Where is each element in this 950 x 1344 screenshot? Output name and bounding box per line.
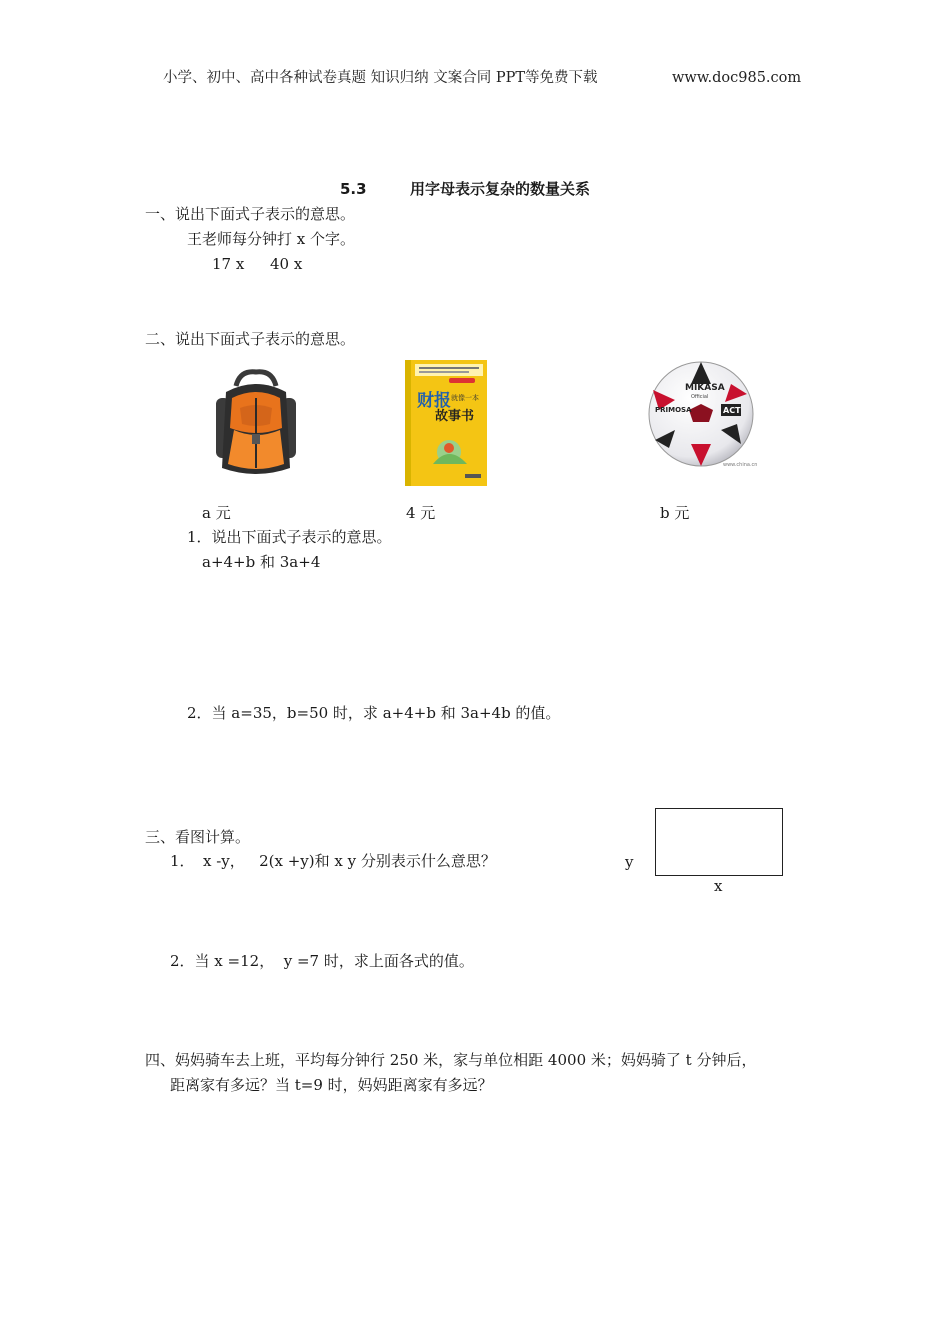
backpack-image — [210, 368, 302, 480]
ball-brand: MIKASA — [685, 383, 725, 393]
site-header-text: 小学、初中、高中各种试卷真题 知识归纳 文案合同 PPT等免费下载 — [163, 70, 598, 86]
soccer-ball-image — [645, 360, 757, 470]
book-title-sub: 就像一本 — [451, 394, 479, 402]
section-2-question-1-expr: a+4+b 和 3a+4 — [202, 553, 321, 571]
section-4-line-2: 距离家有多远？当 t=9 时，妈妈距离家有多远？ — [170, 1076, 493, 1094]
rectangle-label-x: x — [714, 877, 723, 895]
section-2-heading: 二、说出下面式子表示的意思。 — [145, 330, 356, 348]
price-a: a 元 — [202, 504, 231, 522]
rectangle-label-y: y — [625, 853, 634, 871]
section-3-heading: 三、看图计算。 — [145, 828, 251, 846]
ball-badge: ACT — [723, 406, 741, 415]
section-2-question-2: 2．当 a=35，b=50 时，求 a+4+b 和 3a+4b 的值。 — [187, 704, 561, 722]
section-1-expr-2: 40 x — [270, 255, 303, 273]
ball-brand-sub: Official — [691, 394, 709, 400]
section-1-context: 王老师每分钟打 x 个字。 — [187, 230, 355, 248]
book-title-story: 故事书 — [435, 409, 475, 424]
book-image — [405, 360, 489, 486]
price-4: 4 元 — [406, 504, 436, 522]
lesson-title: 用字母表示复杂的数量关系 — [410, 180, 591, 198]
ball-side-text: PRIMOSA — [655, 406, 692, 414]
section-2-question-1: 1．说出下面式子表示的意思。 — [187, 528, 392, 546]
book-title-main: 财报 — [417, 391, 451, 411]
section-1-heading: 一、说出下面式子表示的意思。 — [145, 205, 356, 223]
site-url: www.doc985.com — [672, 70, 802, 86]
ball-site: www.china.cn — [723, 462, 757, 468]
lesson-number: 5.3 — [340, 180, 367, 198]
section-3-question-1-number: 1． — [170, 852, 195, 870]
rectangle-diagram — [655, 808, 783, 876]
section-1-expr-1: 17 x — [212, 255, 245, 273]
section-3-question-1: x -y， 2(x +y)和 x y 分别表示什么意思？ — [203, 852, 496, 870]
section-4-line-1: 四、妈妈骑车去上班，平均每分钟行 250 米，家与单位相距 4000 米；妈妈骑了 t 分钟后， — [145, 1051, 757, 1069]
price-b: b 元 — [660, 504, 690, 522]
section-3-question-2: 2．当 x =12， y =7 时，求上面各式的值。 — [170, 952, 474, 970]
